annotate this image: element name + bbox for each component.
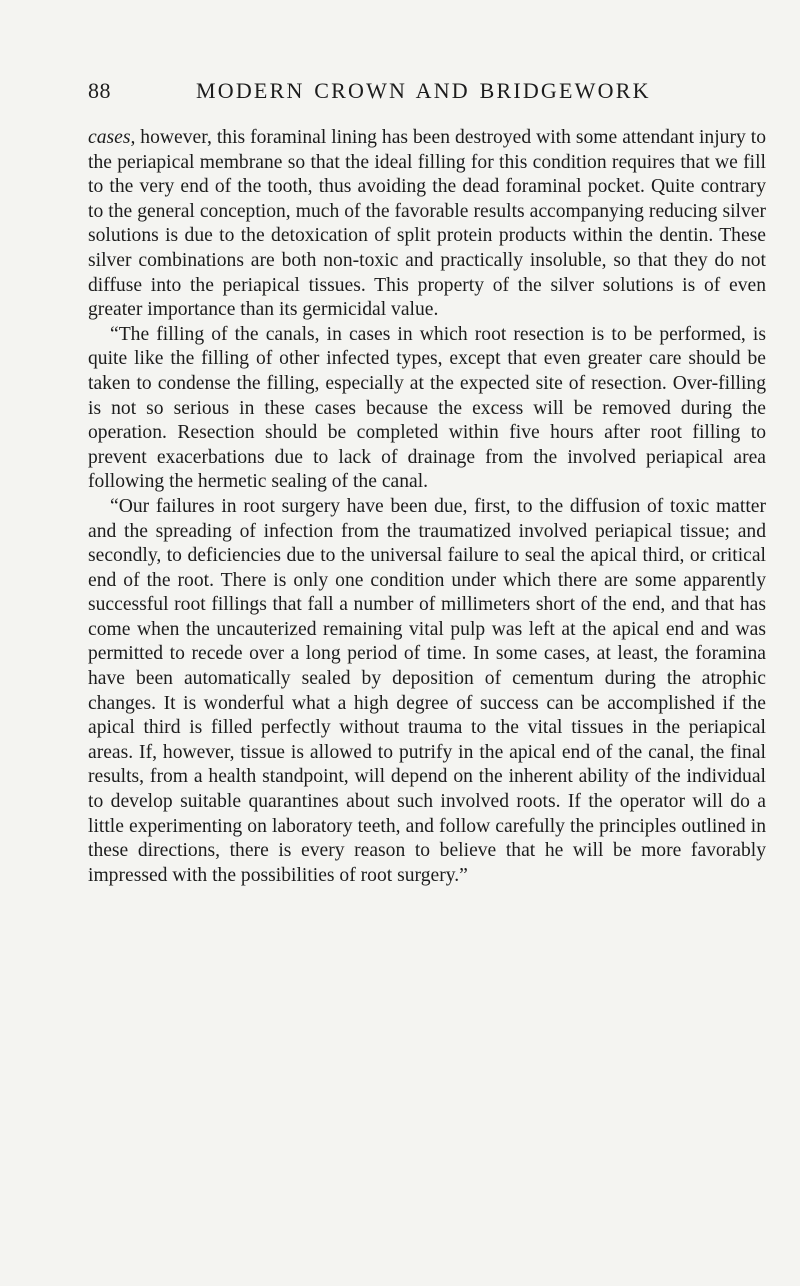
paragraph-3: “Our failures in root surgery have been due, first, to the diffusion of toxic matter and the spreading of infection from the traumatized involved periapical tissue; and secondly, to deficiencies due to the universal failure to seal the apical third, or critical end of the root. There is only one condition under which there are some apparently successful root fillings that fall a number of millimeters short of the end, and that has come when the uncauterized remaining vital pulp was left at the apical end and was permitted to recede over a long period of time. In some cases, at least, the foramina have been automatically sealed by deposition of cementum during the atrophic changes. It is wonderful what a high degree of success can be accomplished if the apical third is filled perfectly without trauma to the vital tissues in the periapical areas. If, however, tissue is allowed to putrify in the apical end of the canal, the final results, from a health standpoint, will depend on the inherent ability of the individual to develop suitable quarantines about such involved roots. If the operator will do a little experimenting on laboratory teeth, and follow carefully the principles outlined in these directions, there is every reason to believe that he will be more favorably impressed with the possibilities of root surgery.” — [88, 495, 766, 886]
paragraph-1-lead: cases, — [88, 127, 136, 148]
running-head: MODERN CROWN AND BRIDGEWORK — [196, 78, 651, 103]
page-number: 88 — [88, 78, 111, 103]
page-header — [88, 78, 768, 118]
body-text — [88, 126, 766, 888]
paragraph-1-text: however, this foraminal lining has been destroyed with some attendant injury to the periapical membrane so that the ideal filling for this condition requires that we fill to the very end of the tooth, thus avoiding the dead foraminal pocket. Quite contrary to the general conception, much of the favorable results accompanying reducing silver solutions is due to the detoxication of split protein products within the dentin. These silver combinations are both non-toxic and practically insoluble, so that they do not diffuse into the periapical tissues. This property of the silver solutions is of even greater importance than its germicidal value. — [88, 127, 766, 321]
paragraph-1 — [88, 126, 766, 323]
paragraph-2: “The filling of the canals, in cases in which root resection is to be performed, is quite like the filling of other infected types, except that even greater care should be taken to condense the filling, especially at the expected site of resection. Over-filling is not so serious in these cases because the excess will be removed during the operation. Resection should be completed within five hours after root filling to prevent exacerbations due to lack of drainage from the involved periapical area following the hermetic sealing of the canal. — [88, 323, 766, 493]
